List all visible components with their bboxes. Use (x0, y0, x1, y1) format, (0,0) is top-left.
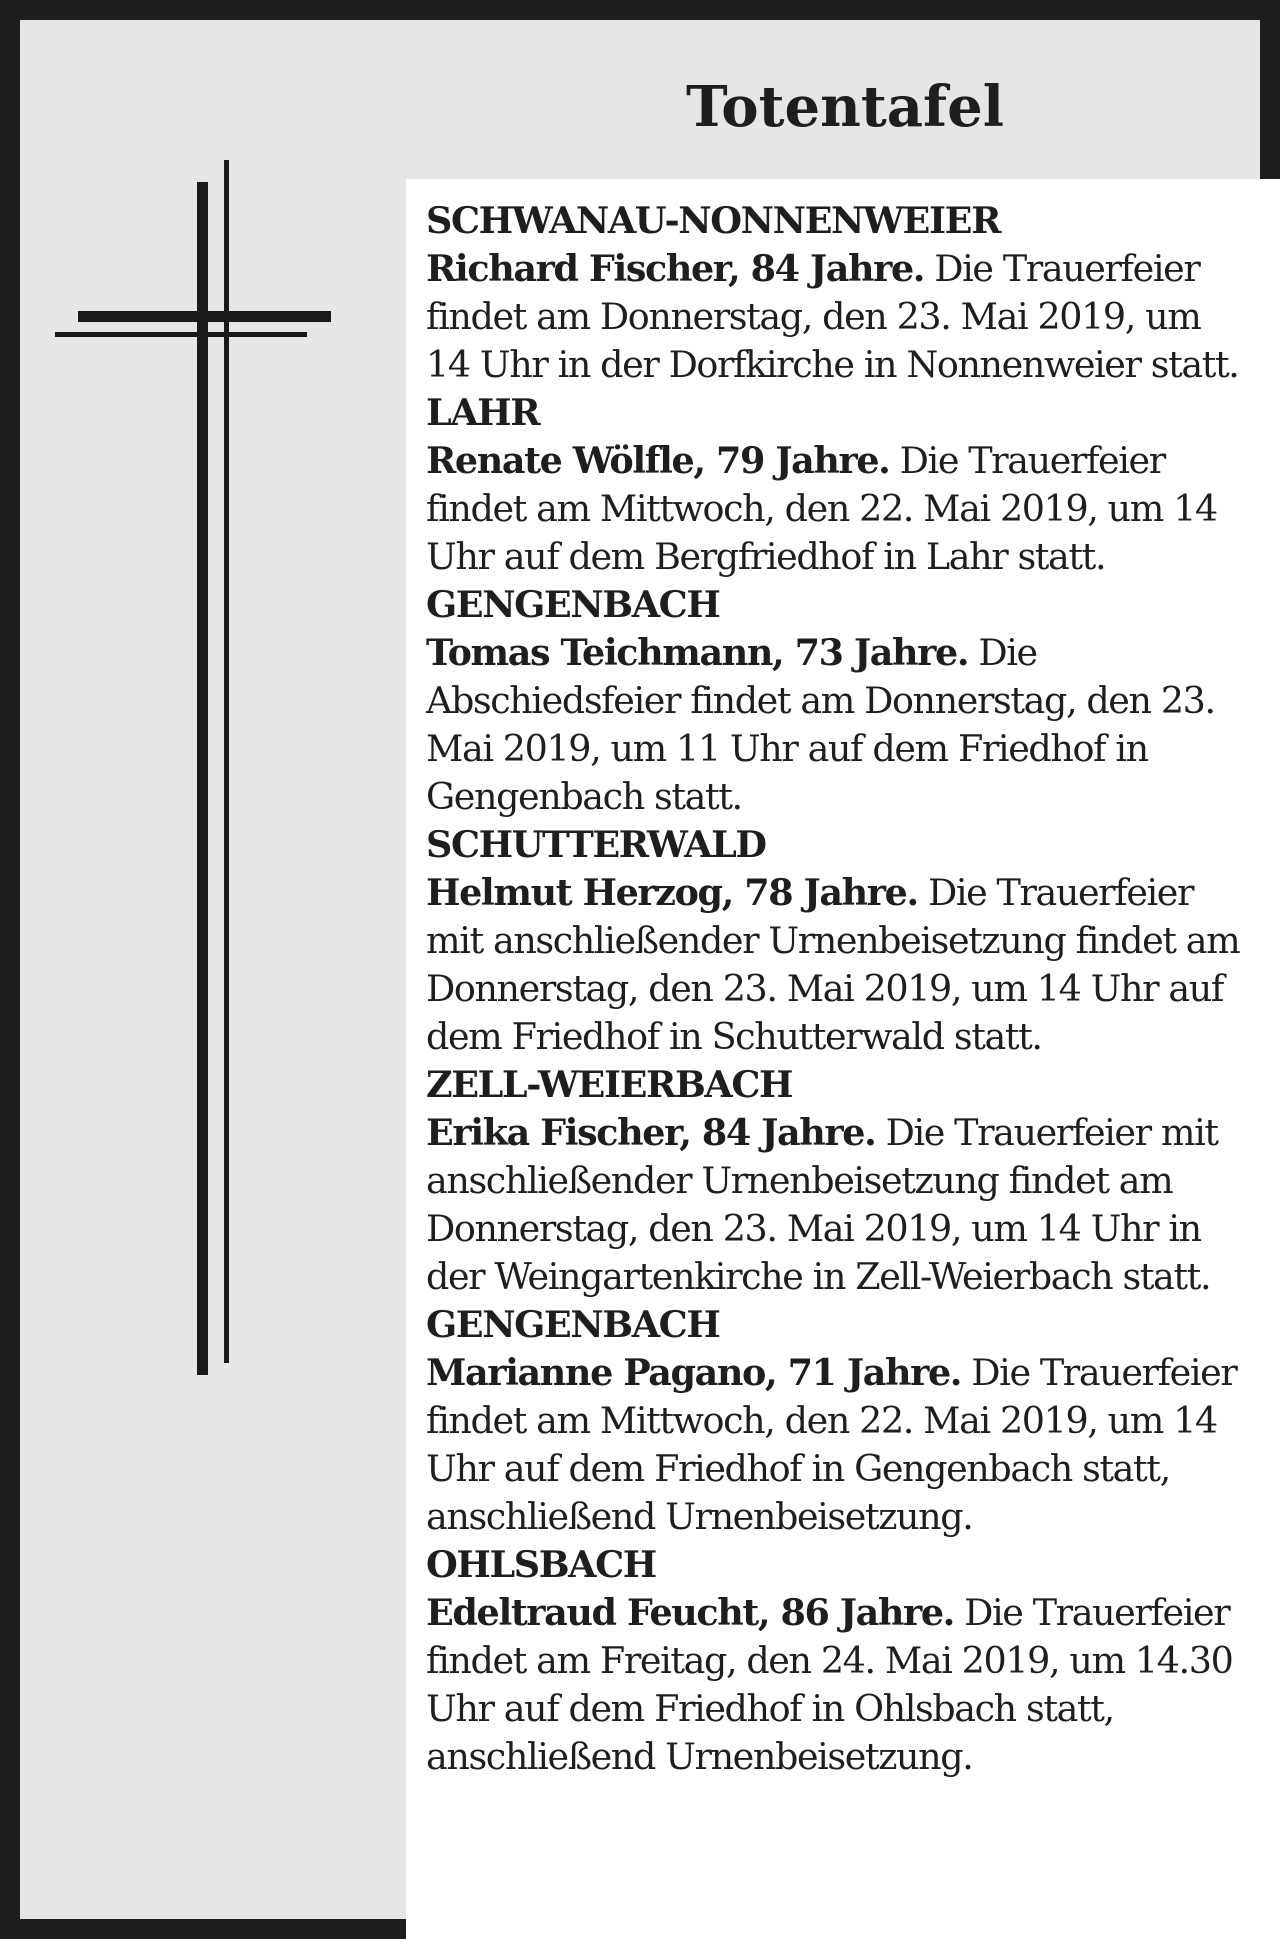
obituary-list (426, 197, 1246, 1781)
entry-name: Marianne Pagano, 71 Jahre. (426, 1351, 962, 1394)
entry-text: Die Trauerfeier mit anschließender Urnenbeisetzung findet am Donnerstag, den 23. Mai 2019, um 14 Uhr auf dem Friedhof in Schutterwald statt. (426, 871, 1240, 1058)
board-title: Totentafel (686, 74, 1004, 140)
obituary-entry (426, 821, 1246, 1061)
entry-place: LAHR (426, 391, 540, 434)
entry-name: Helmut Herzog, 78 Jahre. (426, 871, 918, 914)
entry-name: Richard Fischer, 84 Jahre. (426, 247, 925, 290)
obituary-entry (426, 1541, 1246, 1781)
cross-vertical-bar-right (224, 160, 229, 1363)
obituary-entry (426, 1061, 1246, 1301)
entry-place: GENGENBACH (426, 1303, 720, 1346)
entry-name: Erika Fischer, 84 Jahre. (426, 1111, 876, 1154)
entry-text: Die Trauerfeier findet am Mittwoch, den 22. Mai 2019, um 14 Uhr auf dem Bergfriedhof in Lahr statt. (426, 439, 1217, 578)
entry-text: Die Trauerfeier findet am Donnerstag, den 23. Mai 2019, um 14 Uhr in der Dorfkirche in Nonnenweier statt. (426, 247, 1239, 386)
entry-place: ZELL-WEIERBACH (426, 1063, 793, 1106)
entry-text: Die Trauerfeier findet am Freitag, den 24. Mai 2019, um 14.30 Uhr auf dem Friedhof in Ohlsbach statt, anschließend Urnenbeisetzung. (426, 1591, 1233, 1778)
cross-horizontal-bar-upper (78, 311, 331, 322)
obituary-entry (426, 389, 1246, 581)
entry-text: Die Trauerfeier mit anschließender Urnenbeisetzung findet am Donnerstag, den 23. Mai 2019, um 14 Uhr in der Weingartenkirche in Zell-Weierbach statt. (426, 1111, 1218, 1298)
entry-place: SCHUTTERWALD (426, 823, 766, 866)
entry-place: GENGENBACH (426, 583, 720, 626)
entry-name: Edeltraud Feucht, 86 Jahre. (426, 1591, 954, 1634)
obituary-entry (426, 197, 1246, 389)
obituary-entry (426, 1301, 1246, 1541)
entry-place: OHLSBACH (426, 1543, 656, 1586)
entry-place: SCHWANAU-NONNENWEIER (426, 199, 1001, 242)
entry-name: Tomas Teichmann, 73 Jahre. (426, 631, 969, 674)
obituary-entry (426, 581, 1246, 821)
entry-name: Renate Wölfle, 79 Jahre. (426, 439, 890, 482)
entry-text: Die Abschiedsfeier findet am Donnerstag, den 23. Mai 2019, um 11 Uhr auf dem Friedhof in Gengenbach statt. (426, 631, 1215, 818)
cross-vertical-bar-left (197, 182, 208, 1375)
cross-horizontal-bar-lower (55, 332, 307, 337)
entry-text: Die Trauerfeier findet am Mittwoch, den 22. Mai 2019, um 14 Uhr auf dem Friedhof in Gengenbach statt, anschließend Urnenbeisetzung. (426, 1351, 1237, 1538)
